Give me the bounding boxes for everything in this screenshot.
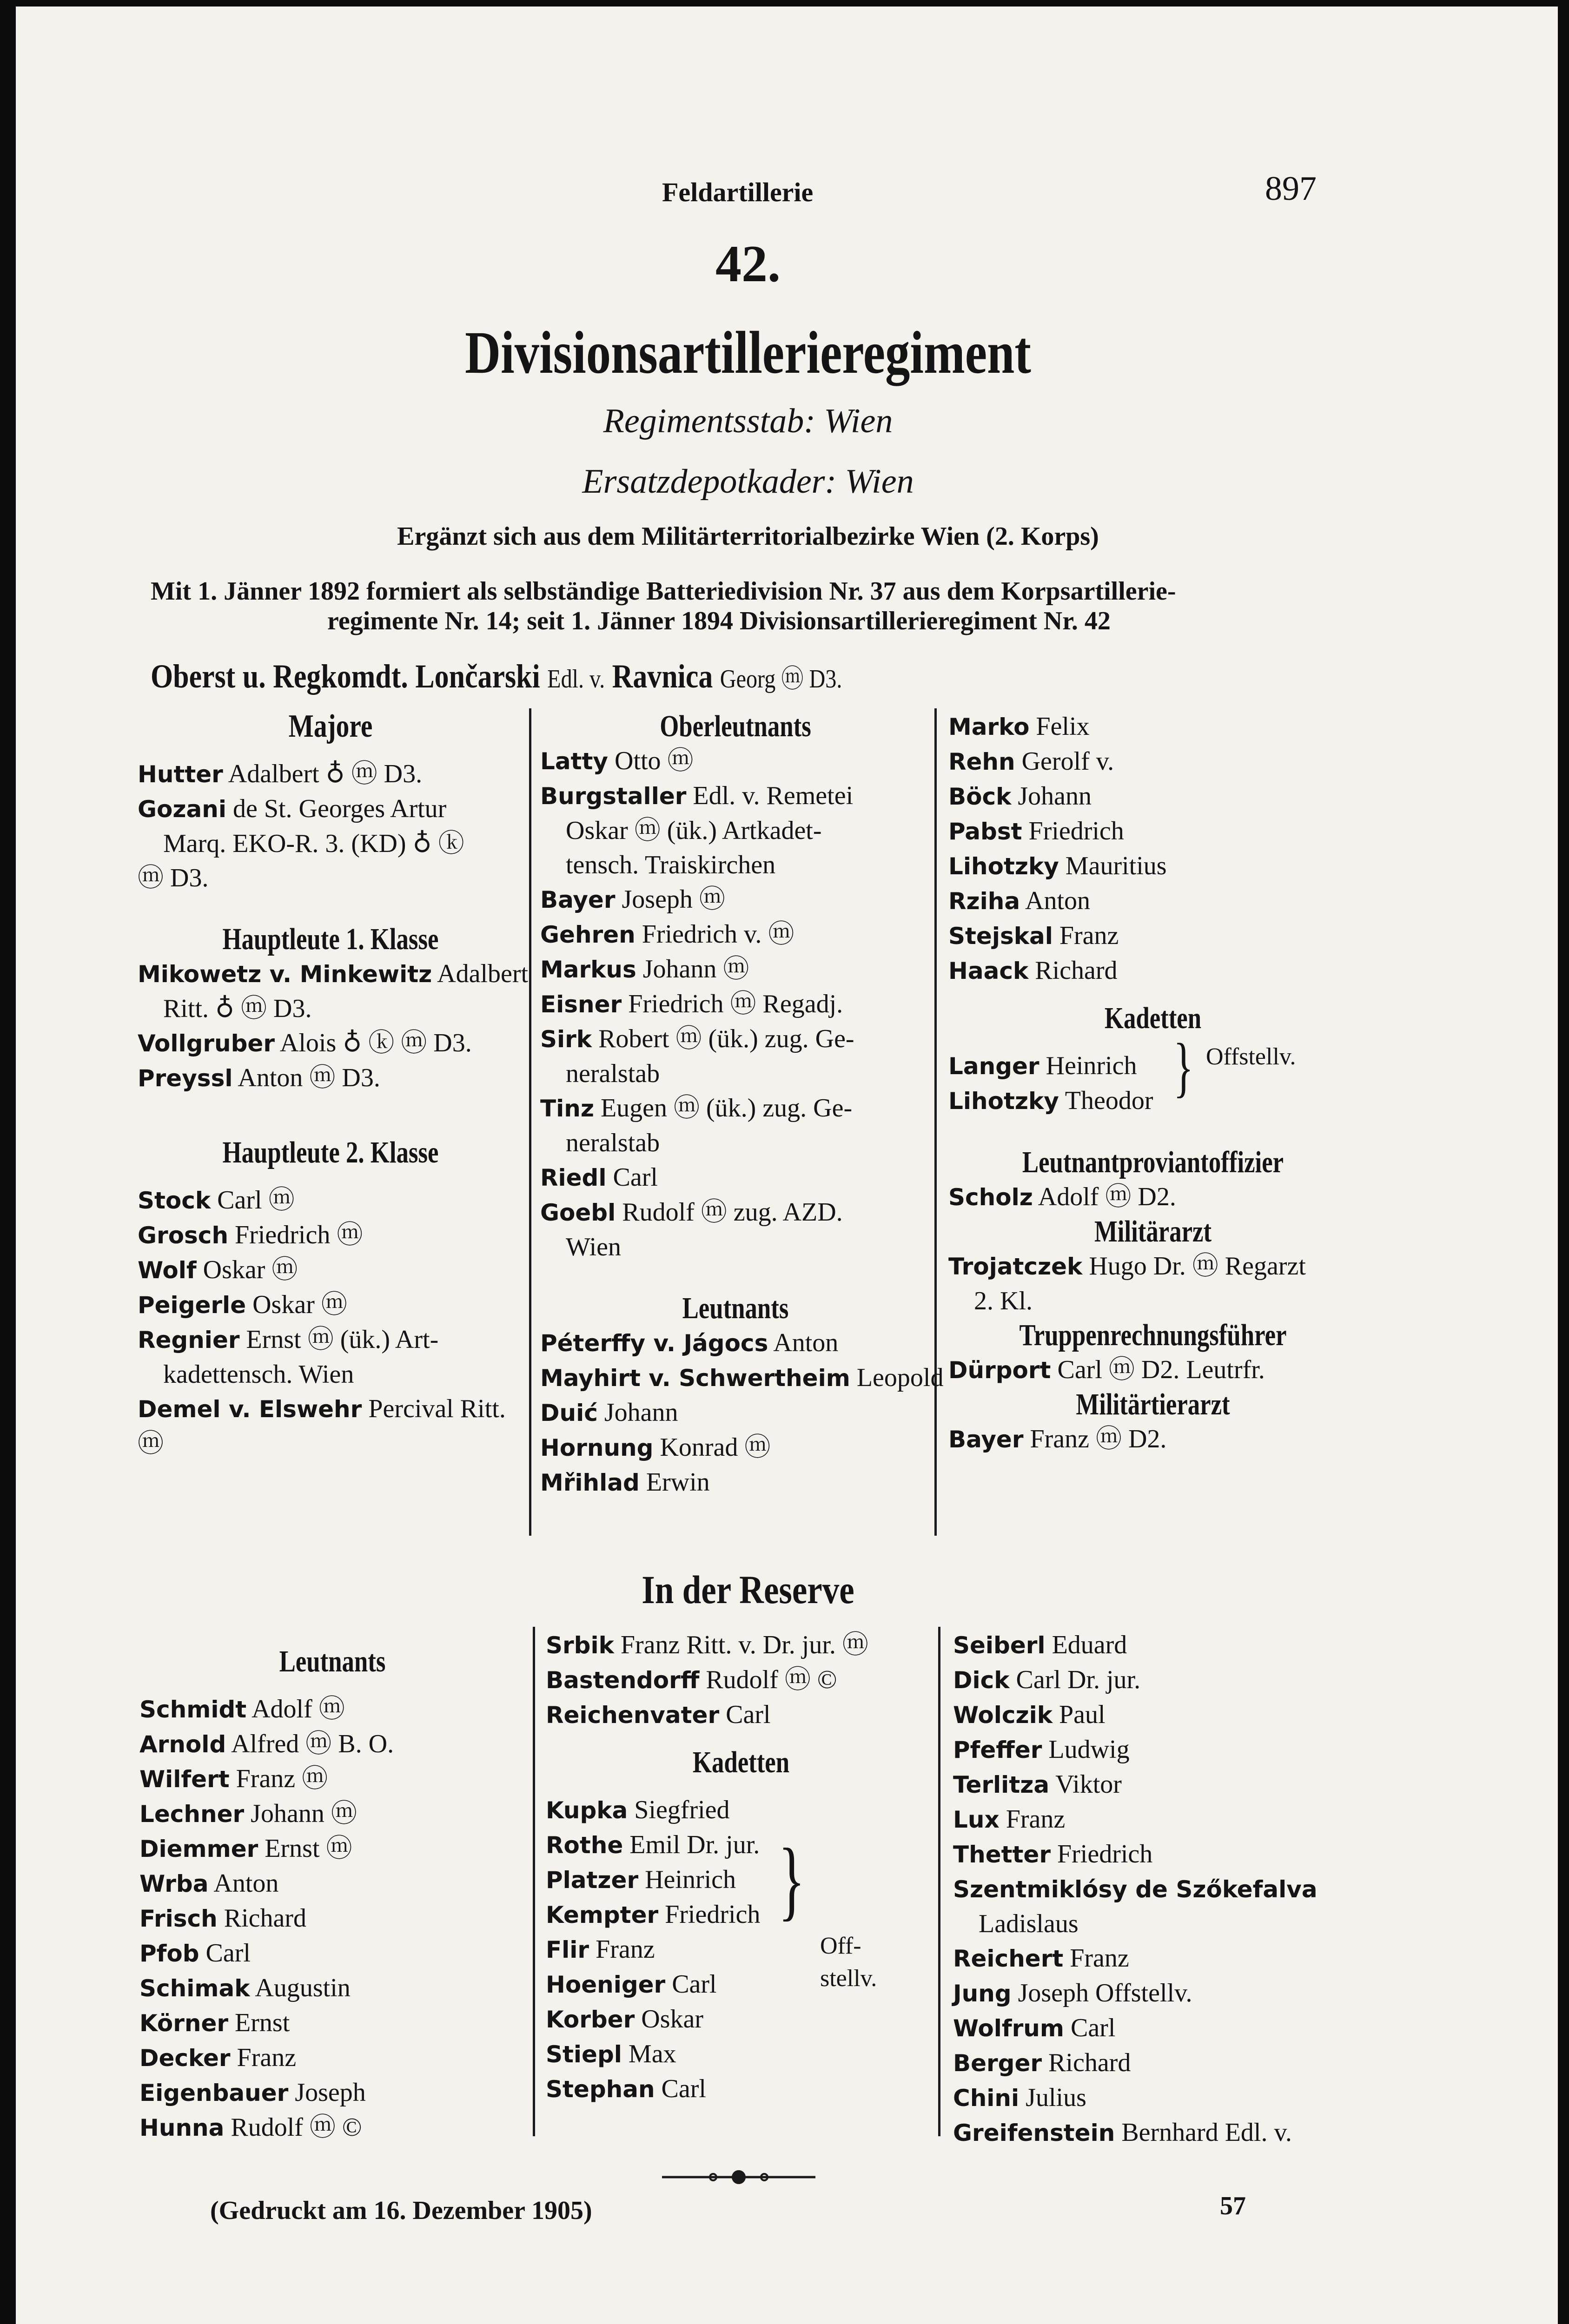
- list-item: Wolf Oskar ⓜ: [138, 1255, 298, 1284]
- list-item: Vollgruber Alois ♁ ⓚ ⓜ D3.: [138, 1029, 472, 1057]
- reserve-title: In der Reserve: [642, 1567, 854, 1612]
- list-item: Frisch Richard: [139, 1904, 307, 1933]
- column-rule: [938, 1627, 940, 2136]
- list-item: Hutter Adalbert ♁ ⓜ D3.: [138, 759, 423, 788]
- list-item: Markus Johann ⓜ: [540, 955, 749, 984]
- list-item: Tinz Eugen ⓜ (ük.) zug. Ge-: [540, 1094, 853, 1122]
- list-item: Böck Johann: [948, 782, 1092, 811]
- running-header: Feldartillerie: [662, 177, 814, 207]
- list-item: Bastendorff Rudolf ⓜ ©: [546, 1665, 837, 1694]
- list-item: Hunna Rudolf ⓜ ©: [139, 2113, 362, 2142]
- list-item: Pfeffer Ludwig: [953, 1735, 1130, 1764]
- list-item: Ritt. ♁ ⓜ D3.: [163, 994, 312, 1023]
- list-item: Lechner Johann ⓜ: [139, 1799, 357, 1828]
- section-heading: Kadetten: [692, 1745, 790, 1779]
- ersatz-depot: Ersatzdepotkader: Wien: [582, 462, 914, 501]
- list-item: Demel v. Elswehr Percival Ritt.: [138, 1394, 506, 1423]
- list-item: Stiepl Max: [546, 2040, 676, 2068]
- list-item: Kempter Friedrich: [546, 1900, 761, 1929]
- list-item: Szentmiklósy de Szőkefalva: [953, 1876, 1317, 1903]
- recruiting-district: Ergänzt sich aus dem Militärterritorialbezirke Wien (2. Korps): [397, 522, 1099, 551]
- list-item: Burgstaller Edl. v. Remetei: [540, 781, 854, 810]
- list-item: kadettensch. Wien: [163, 1360, 354, 1389]
- list-item: Marko Felix: [948, 712, 1090, 741]
- list-item: Thetter Friedrich: [953, 1840, 1153, 1868]
- list-item: Duić Johann: [540, 1398, 678, 1427]
- list-item: Gozani de St. Georges Artur: [138, 794, 447, 823]
- list-item: Jung Joseph Offstellv.: [953, 1979, 1192, 2007]
- list-item: Lihotzky Mauritius: [948, 852, 1167, 880]
- reserve-column-3: [953, 1628, 1371, 2150]
- list-item: Arnold Alfred ⓜ B. O.: [139, 1730, 394, 1758]
- list-item: Korber Oskar: [546, 2005, 703, 2034]
- kadetten-note: Offstellv.: [1206, 1043, 1296, 1070]
- section-heading: Militärarzt: [1094, 1215, 1212, 1248]
- list-item: Diemmer Ernst ⓜ: [139, 1834, 352, 1863]
- list-item: Wolczik Paul: [953, 1700, 1106, 1729]
- list-item: Reichenvater Carl: [546, 1700, 771, 1729]
- list-item: Lux Franz: [953, 1805, 1066, 1834]
- list-item: tensch. Traiskirchen: [566, 851, 776, 879]
- column-rule: [529, 708, 531, 1536]
- section-heading: Militärtierarzt: [1076, 1387, 1230, 1421]
- list-item: neralstab: [566, 1129, 660, 1157]
- list-item: Kupka Siegfried: [546, 1796, 730, 1824]
- brace: }: [1173, 1030, 1194, 1104]
- regiment-stab: Regimentsstab: Wien: [603, 402, 893, 440]
- column-3: [948, 709, 1357, 1457]
- commander-edl: Edl. v.: [547, 665, 605, 693]
- list-item: Wilfert Franz ⓜ: [139, 1764, 328, 1793]
- commander-label: Oberst u. Regkomdt.: [151, 658, 408, 695]
- column-rule: [934, 708, 937, 1536]
- page-number: 897: [1265, 170, 1317, 208]
- list-item: Scholz Adolf ⓜ D2.: [948, 1182, 1176, 1211]
- commander-place: Ravnica: [612, 658, 713, 695]
- printed-date: (Gedruckt am 16. Dezember 1905): [210, 2196, 592, 2225]
- list-item: Latty Otto ⓜ: [540, 746, 694, 775]
- list-item: Chini Julius: [953, 2083, 1086, 2112]
- list-item: Mayhirt v. Schwertheim Leopold: [540, 1363, 944, 1392]
- section-heading: Leutnants: [279, 1644, 386, 1678]
- list-item: Rothe Emil Dr. jur.: [546, 1830, 760, 1859]
- list-item: Stock Carl ⓜ: [138, 1186, 295, 1215]
- section-heading: Hauptleute 2. Klasse: [222, 1136, 439, 1169]
- list-item: Peigerle Oskar ⓜ: [138, 1290, 347, 1319]
- list-item: Stephan Carl: [546, 2074, 706, 2103]
- column-2: [540, 709, 944, 1500]
- kadetten-note: Off- stellv.: [820, 1933, 877, 1992]
- reserve-column-1: [139, 1644, 525, 2145]
- list-item: Pfob Carl: [139, 1939, 251, 1967]
- list-item: Riedl Carl: [540, 1163, 658, 1192]
- list-item: Grosch Friedrich ⓜ: [138, 1221, 363, 1249]
- list-item: Srbik Franz Ritt. v. Dr. jur. ⓜ: [546, 1631, 868, 1659]
- list-item: Oskar ⓜ (ük.) Artkadet-: [566, 816, 822, 845]
- commander-line: [151, 657, 842, 696]
- section-heading: Hauptleute 1. Klasse: [222, 922, 439, 956]
- list-item: Lihotzky Theodor: [948, 1086, 1153, 1115]
- list-item: Haack Richard: [948, 956, 1118, 985]
- list-item: Mřihlad Erwin: [540, 1468, 710, 1497]
- list-item: Wien: [566, 1233, 622, 1261]
- list-item: Schimak Augustin: [139, 1974, 351, 2002]
- regiment-title: Divisionsartillerieregiment: [465, 319, 1031, 386]
- list-item: Gehren Friedrich v. ⓜ: [540, 920, 794, 949]
- section-heading: Kadetten: [1104, 1001, 1202, 1035]
- list-item: Terlitza Viktor: [953, 1770, 1122, 1799]
- history-line-2: regimente Nr. 14; seit 1. Jänner 1894 Divisionsartillerieregiment Nr. 42: [327, 607, 1111, 635]
- list-item: Stejskal Franz: [948, 921, 1119, 950]
- list-item: Seiberl Eduard: [953, 1631, 1127, 1659]
- list-item: Wrba Anton: [139, 1869, 279, 1898]
- list-item: Platzer Heinrich: [546, 1865, 736, 1894]
- list-item: Dürport Carl ⓜ D2. Leutrfr.: [948, 1355, 1265, 1384]
- list-item: Hornung Konrad ⓜ: [540, 1433, 771, 1462]
- list-item: neralstab: [566, 1059, 660, 1088]
- section-heading: Truppenrechnungsführer: [1019, 1318, 1287, 1352]
- list-item: Bayer Franz ⓜ D2.: [948, 1425, 1167, 1453]
- list-item: Preyssl Anton ⓜ D3.: [138, 1063, 380, 1092]
- regiment-number: 42.: [715, 235, 781, 293]
- list-item: Mikowetz v. Minkewitz Adalbert: [138, 959, 529, 988]
- commander-rest: Georg ⓜ D3.: [720, 665, 842, 693]
- section-heading: Leutnants: [682, 1291, 789, 1325]
- list-item: Pabst Friedrich: [948, 817, 1124, 845]
- list-item: Wolfrum Carl: [953, 2014, 1116, 2042]
- list-item: Regnier Ernst ⓜ (ük.) Art-: [138, 1325, 439, 1354]
- ornament-divider: [662, 2168, 815, 2186]
- list-item: Langer Heinrich: [948, 1051, 1137, 1080]
- list-item: Ladislaus: [979, 1909, 1079, 1938]
- column-1: [138, 708, 529, 1461]
- list-item: Trojatczek Hugo Dr. ⓜ Regarzt: [948, 1252, 1306, 1281]
- list-item: Dick Carl Dr. jur.: [953, 1665, 1141, 1694]
- list-item: ⓜ D3.: [138, 864, 209, 892]
- section-heading: Leutnantproviantoffizier: [1022, 1145, 1284, 1179]
- list-item: Rehn Gerolf v.: [948, 747, 1114, 776]
- list-item: Bayer Joseph ⓜ: [540, 885, 725, 914]
- sheet-number: 57: [1220, 2192, 1246, 2220]
- brace: }: [778, 1830, 805, 1929]
- list-item: Greifenstein Bernhard Edl. v.: [953, 2118, 1292, 2147]
- list-item: Eisner Friedrich ⓜ Regadj.: [540, 990, 843, 1018]
- section-heading: Majore: [288, 708, 373, 744]
- list-item: Eigenbauer Joseph: [139, 2078, 366, 2107]
- list-item: Reichert Franz: [953, 1944, 1129, 1973]
- list-item: Sirk Robert ⓜ (ük.) zug. Ge-: [540, 1024, 854, 1053]
- list-item: ⓜ: [138, 1429, 164, 1458]
- page: [16, 7, 1558, 2324]
- list-item: 2. Kl.: [974, 1287, 1033, 1315]
- list-item: Marq. EKO-R. 3. (KD) ♁ ⓚ: [163, 829, 464, 858]
- list-item: Flir Franz: [546, 1935, 655, 1964]
- list-item: Péterffy v. Jágocs Anton: [540, 1328, 839, 1357]
- section-heading: Oberleutnants: [660, 709, 811, 743]
- commander-name: Lončarski: [415, 658, 540, 695]
- list-item: Decker Franz: [139, 2043, 297, 2072]
- history-line-1: Mit 1. Jänner 1892 formiert als selbständige Batteriedivision Nr. 37 aus dem Korpsartillerie-: [151, 577, 1176, 606]
- list-item: Berger Richard: [953, 2048, 1131, 2077]
- list-item: Schmidt Adolf ⓜ: [139, 1695, 345, 1723]
- list-item: Rziha Anton: [948, 886, 1090, 915]
- list-item: Hoeniger Carl: [546, 1970, 717, 1999]
- reserve-column-2: [546, 1628, 936, 2106]
- list-item: Körner Ernst: [139, 2008, 290, 2037]
- regiment-history: [151, 576, 1350, 636]
- column-rule: [533, 1627, 535, 2136]
- list-item: Goebl Rudolf ⓜ zug. AZD.: [540, 1198, 843, 1227]
